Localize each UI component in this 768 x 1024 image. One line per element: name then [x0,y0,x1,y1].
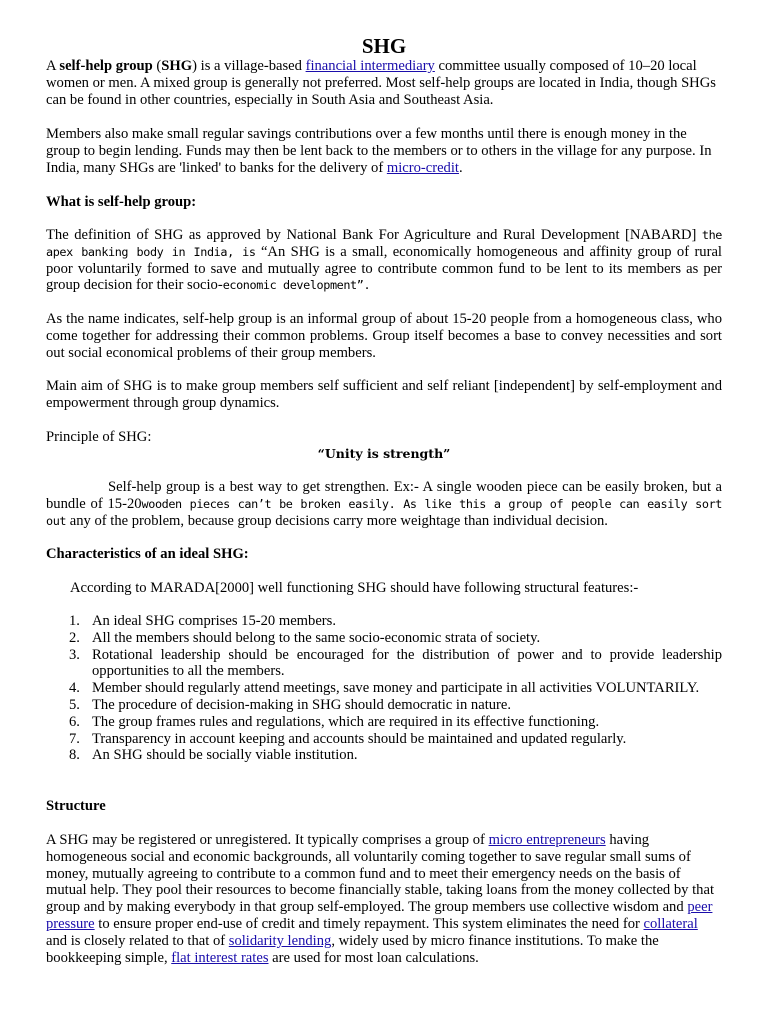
link-flat-interest-rates[interactable]: flat interest rates [171,949,269,966]
list-text: An SHG should be socially viable institution. [92,747,358,764]
text: to ensure proper end-use of credit and timely repayment. This system eliminates the need for [94,915,644,932]
definition-paragraph [46,227,722,294]
page-title: SHG [361,34,407,58]
text: ( [152,58,162,74]
list-number: 4. [69,680,80,697]
text: the apex banking body in India, is [46,228,722,259]
text: are used for most loan calculations. [268,949,479,966]
list-number: 5. [69,696,80,713]
text: The definition of SHG as approved by National Bank For Agriculture and Rural Development [NABARD] [46,227,702,243]
heading-characteristics: Characteristics of an ideal SHG: [46,546,249,562]
list-item [46,731,722,748]
text: Self-help group is a best way to get strengthen. Ex:- A single wooden piece can be easily broken, but a bundle of 15-20 [46,479,722,512]
text: wooden pieces can’t be broken easily. [141,496,396,511]
list-text: All the members should belong to the same socio-economic strata of society. [92,629,541,646]
list-text: Transparency in account keeping and accounts should be maintained and updated regularly. [92,730,627,747]
list-text: The procedure of decision-making in SHG should democratic in nature. [92,696,512,713]
list-number: 6. [69,713,80,730]
link-solidarity-lending[interactable]: solidarity lending [228,932,332,949]
text: . [458,159,463,176]
principle-quote: “Unity is strength” [317,446,451,461]
text: Members also make small regular savings contributions over a few months until there is enough money in the group to begin lending. Funds may then be lent back to the members or to others in the village for any purpose. In India, many SHGs are 'linked' to banks for the delivery of [46,126,712,176]
text: ) is a village-based [192,58,306,74]
bold-term: self-help group [59,58,153,74]
text: “An SHG is a small, economically homogeneous and affinity group of rural poor voluntarily formed to save and mutually agree to contribute common fund to be lent to its members as per group decision for their socio- [46,243,722,294]
list-number: 1. [69,613,80,629]
structure-paragraph [46,832,722,966]
heading-what-is-shg: What is self-help group: [46,194,197,210]
list-text: The group frames rules and regulations, which are required in its effective functioning. [92,713,600,730]
list-item [46,747,722,764]
text: A SHG may be registered or unregistered. It typically comprises a group of [46,832,489,848]
list-number: 3. [69,646,80,663]
list-item [46,630,722,647]
list-item [46,680,722,697]
text: , widely used by micro finance institutions. To make the bookkeeping simple, [46,932,659,966]
list-number: 7. [69,730,80,747]
text: any of the problem, because group decisions carry more weightage than individual decision. [66,512,608,529]
main-aim-paragraph: Main aim of SHG is to make group members self sufficient and self reliant [independent] by self-employment and empowerment through group dynamics. [46,378,722,411]
text: economic development”. [222,278,371,293]
marada-paragraph: According to MARADA[2000] well functioning SHG should have following structural features:- [70,580,639,596]
text: A [46,58,60,74]
list-number: 2. [69,629,80,646]
intro-paragraph [46,58,722,108]
link-collateral[interactable]: collateral [643,915,698,932]
text: having homogeneous social and economic backgrounds, all voluntarily coming together to save regular small sums of money, mutually agreeing to contribute to a common fund and to meet their emergency needs on the basis of mutual help. They pool their resources to become financially stable, taking loans from the money collected by that group and by making everybody in that group self-employed. The group members use collective wisdom and [46,832,715,916]
savings-paragraph [46,126,722,176]
principle-paragraph [46,479,722,529]
list-item [46,714,722,731]
list-number: 8. [69,747,80,764]
text: and is closely related to that of [46,932,229,949]
list-text: Rotational leadership should be encouraged for the distribution of power and to provide leadership opportunities to all the members. [92,646,722,680]
characteristics-list [46,613,722,764]
link-micro-credit[interactable]: micro-credit [386,159,459,176]
link-financial-intermediary[interactable]: financial intermediary [305,58,435,74]
link-peer-pressure[interactable]: peer pressure [46,899,713,932]
list-text: Member should regularly attend meetings, save money and participate in all activities VOLUNTARILY. [92,680,700,697]
list-text: An ideal SHG comprises 15-20 members. [92,613,336,629]
bold-term: SHG [161,58,193,74]
list-item [46,613,722,630]
list-item [46,647,722,681]
name-indicates-paragraph: As the name indicates, self-help group is an informal group of about 15-20 people from a homogeneous class, who come together for addressing their common problems. Group itself becomes a base to convey necessities and sort out social economical problems of their group members. [46,311,722,361]
link-micro-entrepreneurs[interactable]: micro entrepreneurs [488,832,606,848]
heading-structure: Structure [46,798,106,814]
text: committee usually composed of 10–20 local women or men. A mixed group is generally not preferred. Most self-help groups are located in India, though SHGs can be found in other countries, especially in South Asia and Southeast Asia. [46,58,716,108]
list-item [46,697,722,714]
principle-label: Principle of SHG: [46,429,152,445]
text: As like this a group of people can easily sort out [46,496,722,528]
